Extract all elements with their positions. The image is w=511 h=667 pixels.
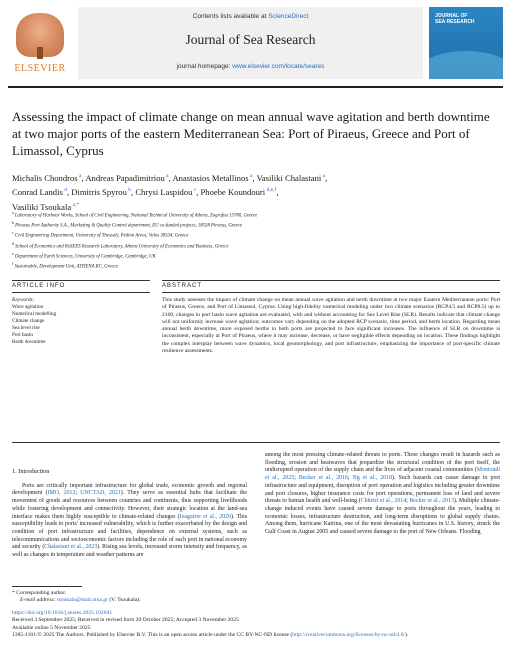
license-line bbox=[12, 632, 502, 639]
affiliation-text: Department of Earth Sciences, University of Cambridge, Cambridge, UK bbox=[13, 254, 156, 260]
body-column-left bbox=[12, 468, 247, 560]
received-dates: Received 3 September 2025; Received in revised form 20 October 2025; Accepted 3 November 2025 bbox=[12, 617, 239, 624]
email-name: (V. Tsoukala). bbox=[107, 597, 141, 603]
body-text: ). They serve as essential hubs that facilitate the movement of goods and resources between countries and continents, thus supporting livelihoods while fostering development and connectivity. However, their strategic location at the land-sea interface makes them highly susceptible to climate-related changes ( bbox=[12, 490, 247, 520]
cover-title bbox=[435, 13, 475, 25]
affiliation bbox=[12, 261, 500, 271]
footnote-rule bbox=[12, 586, 82, 587]
keywords-heading: Keywords: bbox=[12, 297, 35, 303]
author-name[interactable]: Vasiliki Chalastani bbox=[256, 172, 322, 183]
affiliation bbox=[12, 220, 500, 230]
abstract-rule bbox=[162, 280, 500, 281]
affiliation-marker: b bbox=[12, 221, 14, 226]
affiliation-text: Civil Engineering Department, University of Thessaly, Pedion Areos, Volos 38334, Greece bbox=[13, 233, 189, 239]
body-text: ; bbox=[75, 490, 81, 497]
author-affiliation-marker[interactable]: a,* bbox=[71, 201, 80, 208]
author-separator: , bbox=[66, 187, 72, 198]
affiliation-text: Sustainable, Development Unit, ATHENA RC, Greece bbox=[13, 264, 118, 270]
contents-prefix: Contents lists available at bbox=[192, 13, 269, 20]
citation-link[interactable]: Izaguirre et al., 2020 bbox=[179, 513, 231, 520]
affiliation-marker: a bbox=[12, 211, 14, 215]
abstract-rule-2 bbox=[162, 292, 500, 293]
journal-title[interactable]: Journal of Sea Research bbox=[185, 32, 316, 47]
author-affiliation-marker[interactable]: a bbox=[164, 173, 169, 179]
keyword[interactable]: Wave agitation bbox=[12, 304, 44, 310]
cover-title-line2: SEA RESEARCH bbox=[435, 19, 475, 25]
keyword[interactable]: Berth downtime bbox=[12, 339, 46, 345]
author-separator: , bbox=[325, 172, 328, 183]
body-text: ; bbox=[406, 498, 410, 505]
affiliation-list bbox=[12, 210, 500, 271]
body-text: Ports are critically important infrastructure for global trade, economic growth and regional development ( bbox=[12, 482, 247, 497]
affiliation-text: School of Economics and ReSEES Research Laboratory, Athens University of Economics and Business, Greece bbox=[13, 244, 229, 250]
citation-link[interactable]: Ng et al., 2018 bbox=[352, 475, 393, 482]
affiliation bbox=[12, 210, 500, 220]
author-affiliation-marker[interactable]: a bbox=[321, 173, 326, 179]
abstract-text: This study assesses the impact of climate change on mean annual wave agitation and berth downtime at two major Eastern Mediterranean ports: Port of Piraeus, Greece, and Port of Limassol, Cyprus. Using high-fidelity numerical modeling under two climate scenarios (RCP4.5 and RCP8.5) up to 2100, changes in port basin wave agitation are evaluated, with and without accounting for Sea Level Rise (SLR). Results indicate that climate change will not uniformly increase wave agitation; outcomes vary depending on the adopted RCP scenario, time period, and berth location. Regarding mean annual berth downtime, more exposed berths in both ports are projected to face significant increases. The influence of SLR on downtime is inconsistent, especially at Port of Piraeus, where it may increase, decrease, or have negligible effects depending on location. These findings highlight the complex interplay between wave dynamics, local geomorphology, and port infrastructure, emphasizing the importance of port-specific climate resilience assessments. bbox=[162, 297, 500, 355]
affiliation-text: Laboratory of Harbour Works, School of Civil Engineering, National Technical University of Athens, Zografou 15780, Greece bbox=[13, 213, 258, 219]
author-affiliation-marker[interactable]: d bbox=[62, 187, 67, 194]
available-online: Available online 5 November 2025 bbox=[12, 624, 91, 631]
author-name[interactable]: Chrysi Laspidou bbox=[135, 187, 193, 198]
author-line bbox=[12, 170, 500, 184]
keyword-list bbox=[12, 304, 122, 346]
body-text: ; bbox=[294, 475, 299, 482]
article-info-label: ARTICLE INFO bbox=[12, 283, 66, 289]
author-separator: , bbox=[131, 187, 136, 198]
author-affiliation-marker[interactable]: d,e,f bbox=[265, 187, 277, 194]
email-link[interactable]: tsoukala@mail.ntua.gr bbox=[57, 597, 108, 603]
keyword[interactable]: Port basin bbox=[12, 332, 33, 338]
citation-link[interactable]: Monioudi et al., 2025 bbox=[265, 467, 500, 482]
journal-cover-thumbnail[interactable] bbox=[429, 7, 503, 79]
author-separator: , bbox=[276, 187, 279, 198]
author-name[interactable]: Anastasios Metallinos bbox=[172, 172, 249, 183]
author-name[interactable]: Dimitris Spyrou bbox=[71, 187, 127, 198]
body-text: ). Multiple climate-change induced events have caused severe damage to ports throughout the years, leading to economic losses, infrastructure destruction, and long-term disruptions to global supply chains. Among them, hurricane Katrina, one of the most devastating hurricanes in U.S. history, struck the Gulf Coast in August 2005 and caused severe damage to the port of New Orleans. Flooding bbox=[265, 498, 501, 536]
affiliation-marker: d bbox=[12, 241, 14, 246]
license-prefix: 1385-1101/© 2025 The Authors. Published by Elsevier B.V. This is an open access article under the CC BY-NC-ND license ( bbox=[12, 631, 293, 638]
body-text: ). Rising sea levels, increased storm intensity and frequency, as well as changes in temperature and weather patterns are bbox=[12, 544, 247, 559]
affiliation-marker: c bbox=[12, 231, 14, 236]
affiliation bbox=[12, 251, 500, 261]
masthead bbox=[78, 7, 423, 79]
intro-paragraph-continued bbox=[265, 452, 500, 537]
author-affiliation-marker[interactable]: a bbox=[248, 173, 253, 179]
journal-header bbox=[8, 7, 503, 79]
cover-wave-graphic bbox=[429, 51, 503, 79]
author-name[interactable]: Phoebe Koundouri bbox=[200, 187, 266, 198]
author-line bbox=[12, 184, 500, 198]
author-list bbox=[12, 170, 500, 213]
homepage-prefix: journal homepage: bbox=[176, 63, 233, 70]
abstract-bottom-rule bbox=[12, 442, 500, 443]
body-text: ; bbox=[347, 475, 353, 482]
author-affiliation-marker[interactable]: c bbox=[192, 187, 197, 194]
homepage-line bbox=[78, 63, 423, 70]
article-metadata bbox=[12, 610, 502, 639]
cover-title-line1: JOURNAL OF bbox=[435, 13, 468, 19]
license-link[interactable]: http://creativecommons.org/licenses/by-nc-nd/4.0/ bbox=[292, 631, 405, 638]
affiliation bbox=[12, 230, 500, 240]
author-separator: , bbox=[168, 172, 173, 183]
author-separator: , bbox=[196, 187, 201, 198]
citation-link[interactable]: Chhetri et al., 2014 bbox=[360, 498, 407, 505]
author-affiliation-marker[interactable]: a bbox=[77, 173, 82, 179]
body-text: ). Such hazards can cause damage to port infrastructure and equipment, disruption of port operation and logistics including greater downtime and port closures, higher insurance costs for port operations, permanent loss of land and severe threats to human health and well-being ( bbox=[265, 475, 500, 505]
email-line bbox=[12, 597, 252, 604]
elsevier-logo[interactable] bbox=[8, 7, 72, 79]
author-separator: , bbox=[252, 172, 257, 183]
citation-link[interactable]: IMO, 2012 bbox=[47, 490, 76, 497]
citation-link[interactable]: Becker et al., 2013 bbox=[409, 498, 454, 505]
author-name[interactable]: Andreas Papadimitriou bbox=[85, 172, 165, 183]
article-info-rule bbox=[12, 280, 150, 281]
affiliation bbox=[12, 241, 500, 251]
article-info-rule-2 bbox=[12, 292, 150, 293]
keyword[interactable]: Climate change bbox=[12, 318, 45, 324]
body-text: among the most pressing climate-related threats to ports. These changes result in hazards such as flooding, erosion and heatwaves that jeopardize the structural condition of the port itself, the undisrupted operation of the supply chain and the lives of adjacent coastal communities ( bbox=[265, 452, 500, 474]
sciencedirect-link[interactable]: ScienceDirect bbox=[268, 13, 309, 20]
affiliation-text: Piraeus Port Authority S.A., Marketing & Quality Control department, EU co-funded projects, 18538 Piraeus, Greece bbox=[13, 223, 243, 229]
author-name[interactable]: Vasiliki Tsoukala bbox=[12, 201, 72, 212]
keyword[interactable]: Numerical modelling bbox=[12, 311, 57, 317]
body-column-right bbox=[265, 452, 500, 537]
doi-link[interactable]: https://doi.org/10.1016/j.seares.2025.102641 bbox=[12, 610, 113, 616]
citation-link[interactable]: UNCTAD, 2021 bbox=[80, 490, 121, 497]
keywords-block bbox=[12, 297, 122, 346]
elsevier-wordmark: ELSEVIER bbox=[14, 63, 66, 74]
elsevier-tree-trunk bbox=[37, 47, 43, 59]
author-affiliation-marker[interactable]: b bbox=[126, 187, 132, 194]
email-label: E-mail address: bbox=[20, 597, 58, 603]
license-suffix: ). bbox=[404, 631, 409, 638]
intro-paragraph bbox=[12, 483, 247, 560]
corresponding-author-label: * Corresponding author. bbox=[12, 590, 67, 596]
paper-title: Assessing the impact of climate change on mean annual wave agitation and berth downtime at two major ports of the eastern Mediterranean Sea: Port of Piraeus, Greece and Port of Limassol, Cyprus bbox=[12, 109, 490, 158]
affiliation-marker: e bbox=[12, 251, 14, 256]
keyword[interactable]: Sea level rise bbox=[12, 325, 40, 331]
corresponding-author-footnote bbox=[12, 590, 252, 604]
contents-line bbox=[78, 13, 423, 20]
author-name[interactable]: Conrad Landis bbox=[12, 187, 63, 198]
citation-link[interactable]: Chalastani et al., 2023 bbox=[44, 544, 98, 551]
citation-link[interactable]: Becker et al., 2016 bbox=[298, 475, 348, 482]
affiliation-marker: f bbox=[12, 261, 14, 266]
body-text: ). This susceptibility leads to ports' increased vulnerability, which is further exacerbated by the design and condition of port infrastructure and facilities, dependence on external systems, such as telecommunications and socioeconomic factors including the role of each port in national economy and security ( bbox=[12, 513, 248, 551]
section-heading-introduction: 1. Introduction bbox=[12, 468, 50, 475]
homepage-link[interactable]: www.elsevier.com/locate/seares bbox=[232, 63, 325, 70]
abstract-label: ABSTRACT bbox=[162, 283, 203, 289]
author-separator: , bbox=[81, 172, 86, 183]
header-rule bbox=[8, 86, 503, 88]
author-name[interactable]: Michalis Chondros bbox=[12, 172, 78, 183]
